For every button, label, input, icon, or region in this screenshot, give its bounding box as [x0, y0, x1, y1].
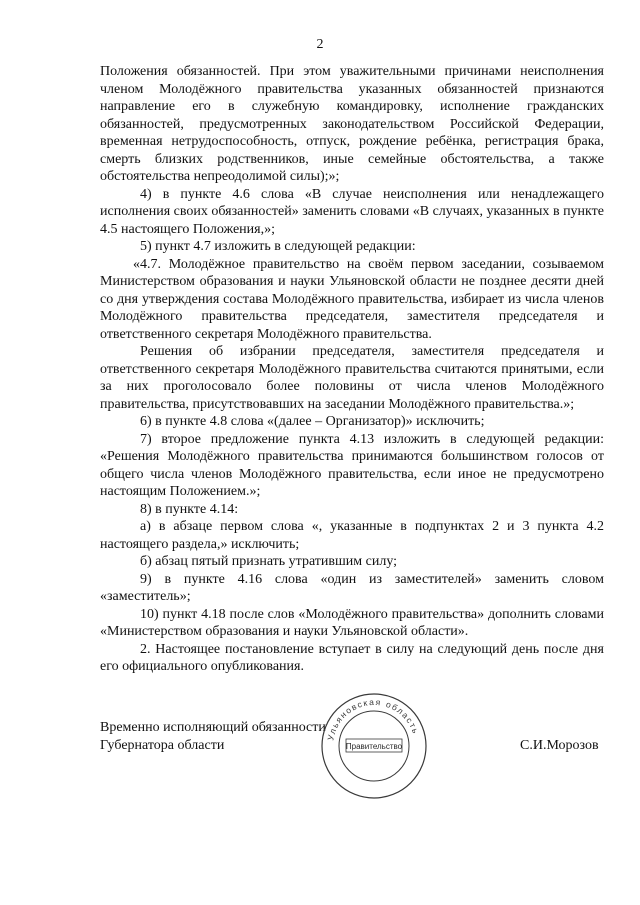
paragraph: Положения обязанностей. При этом уважительными причинами неисполнения членом Молодёжного правительства указанных обязанностей признаются направление его в служебную командировку, исполнение гражданских обязанностей, предусмотренных законодательством Российской Федерации, временная нетрудоспособность, отпуск, рождение ребёнка, регистрация брака, смерть близких родственников, иные семейные обстоятельства, а также обстоятельства непреодолимой силы);»;	[100, 64, 604, 184]
stamp-ring-text: Ульяновская область	[325, 696, 422, 742]
paragraph: 9) в пункте 4.16 слова «один из заместителей» заменить словом «заместитель»;	[100, 571, 604, 604]
paragraph: Решения об избрании председателя, заместителя председателя и ответственного секретаря Молодёжного правительства считаются принятыми, если за них проголосовало более половины от числа членов Молодёжного правительства, присутствовавших на заседании Молодёжного правительства.»;	[100, 344, 604, 412]
paragraph: б) абзац пятый признать утратившим силу;	[140, 554, 398, 569]
paragraph: 2. Настоящее постановление вступает в силу на следующий день после дня его официального опубликования.	[100, 641, 604, 674]
paragraph: 4) в пункте 4.6 слова «В случае неисполнения или ненадлежащего исполнения своих обязанностей» заменить словами «В случаях, указанных в пункте 4.5 настоящего Положения,»;	[100, 186, 604, 237]
page-number: 2	[316, 37, 324, 52]
paragraph: 6) в пункте 4.8 слова «(далее – Организатор)» исключить;	[140, 414, 485, 429]
stamp-center-text: Правительство	[345, 742, 403, 751]
paragraph: 7) второе предложение пункта 4.13 изложить в следующей редакции: «Решения Молодёжного правительства принимаются большинством голосов от общего числа членов Молодёжного правительства, если иное не предусмотрено настоящим Положением.»;	[100, 431, 604, 499]
paragraph: 10) пункт 4.18 после слов «Молодёжного правительства» дополнить словами «Министерством образования и науки Ульяновской области».	[100, 606, 604, 639]
paragraph: а) в абзаце первом слова «, указанные в подпунктах 2 и 3 пункта 4.2 настоящего раздела,» исключить;	[100, 519, 604, 552]
document-body	[100, 63, 604, 676]
paragraph: 8) в пункте 4.14:	[140, 501, 239, 517]
paragraph: 5) пункт 4.7 изложить в следующей редакции:	[140, 239, 416, 254]
paragraph: «4.7. Молодёжное правительство на своём первом заседании, созываемом Министерством образования и науки Ульяновской области не позднее десяти дней со дня утверждения состава Молодёжного правительства, избирает из числа членов Молодёжного правительства председателя, заместителя председателя и ответственного секретаря Молодёжного правительства.	[100, 256, 604, 342]
signatory-name: С.И.Морозов	[520, 738, 599, 753]
signatory-title-line: Губернатора области	[100, 737, 225, 753]
official-seal-stamp	[318, 690, 430, 802]
signatory-title-line: Временно исполняющий обязанности	[100, 720, 326, 735]
